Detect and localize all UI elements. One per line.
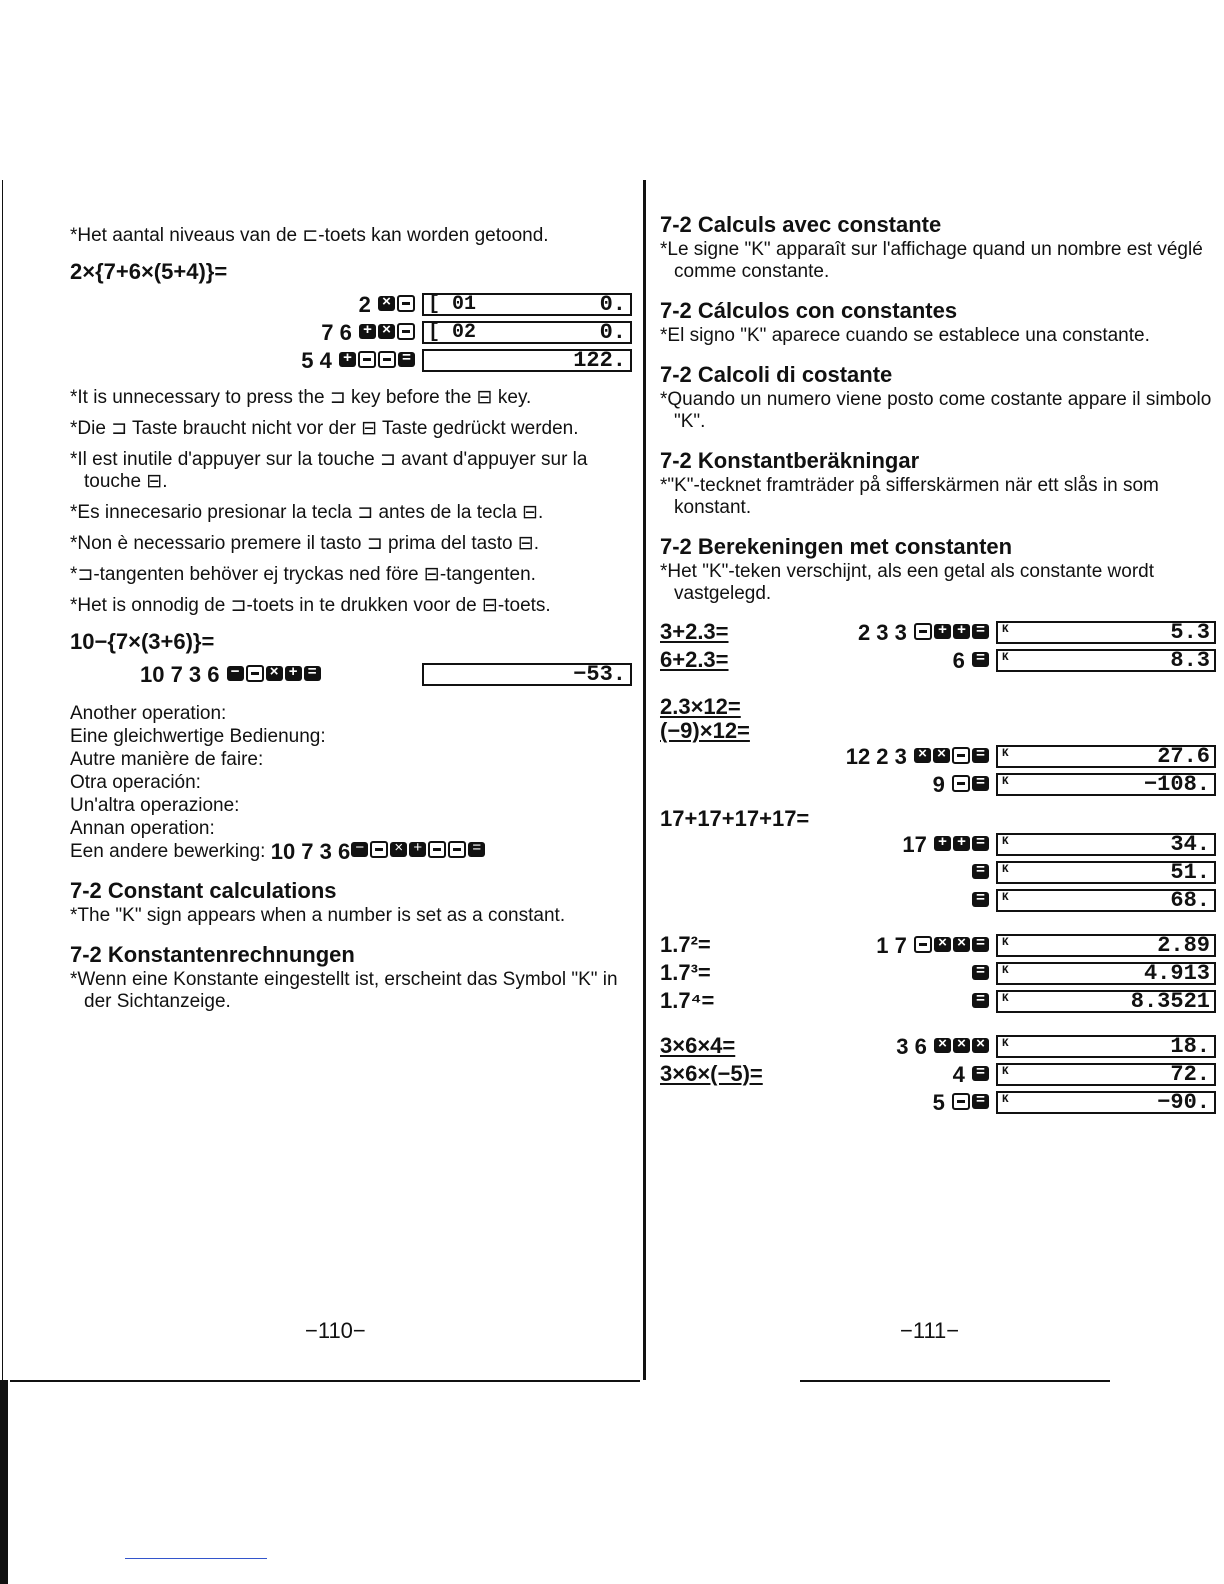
example-expression: 1.7⁴= [660, 987, 715, 1013]
multiply-key-icon [266, 666, 283, 681]
constant-indicator: K [1002, 1094, 1009, 1106]
paren-key-icon [914, 936, 932, 953]
calculator-key-icon [953, 624, 970, 639]
display-value: −90. [1157, 1090, 1210, 1115]
heading-sv: 7-2 Konstantberäkningar [660, 448, 920, 473]
note-it: *Non è necessario premere il tasto ⊐ prima del tasto ⊟. [70, 533, 540, 554]
calculator-key-icon [972, 1094, 989, 1109]
display-value: 51. [1170, 860, 1210, 885]
equation-1: 2×{7+6×(5+4)}= [70, 259, 228, 284]
display-value: [ 01 [428, 293, 477, 316]
key-sequence [70, 292, 422, 318]
key-row-1 [70, 291, 632, 318]
display [422, 349, 632, 372]
key-digits: 7 6 [321, 319, 352, 345]
example-expression: 3×6×(−5)= [660, 1060, 763, 1086]
heading-es: 7-2 Cálculos con constantes [660, 298, 958, 323]
display-value: −108. [1143, 772, 1210, 797]
display [996, 621, 1216, 644]
constant-indicator: K [1002, 1066, 1009, 1078]
example-row [660, 988, 1216, 1015]
constant-indicator: K [1002, 652, 1009, 664]
display-value: 27.6 [1157, 744, 1210, 769]
key-sequence [70, 348, 422, 374]
key-sequence [790, 1034, 996, 1060]
heading-nl: 7-2 Berekeningen met constanten [660, 534, 1013, 559]
key-digits: 5 [932, 1089, 945, 1115]
calculator-key-icon [972, 937, 989, 952]
minus-key-icon [227, 666, 244, 681]
left-bottom-edge [0, 1380, 8, 1584]
display [996, 1091, 1216, 1114]
example-expression: 1.7²= [660, 931, 711, 957]
key-sequence [740, 933, 996, 959]
display-value: 4.913 [1143, 961, 1210, 986]
right-page [660, 205, 1216, 1117]
note-en: *It is unnecessary to press the ⊐ key before the ⊟ key. [70, 387, 532, 408]
display-value: 8.3521 [1130, 989, 1210, 1014]
alt-line: Eine gleichwertige Bedienung: [70, 726, 326, 747]
calculator-key-icon [972, 892, 989, 907]
heading-it: 7-2 Calcoli di costante [660, 362, 893, 387]
example-expression: (−9)×12= [660, 718, 750, 743]
example-row [660, 1033, 1216, 1060]
minus-key-icon [351, 842, 368, 857]
heading-fr: 7-2 Calculs avec constante [660, 212, 942, 237]
example-expression: 1.7³= [660, 959, 711, 985]
page-number-left: −110− [305, 1318, 366, 1343]
display-value: 122. [573, 348, 626, 373]
example-row [660, 1089, 1216, 1116]
display-value: 8.3 [1170, 648, 1210, 673]
display [996, 889, 1216, 912]
key-digits: 3 6 [896, 1033, 927, 1059]
paren-close-key-icon [358, 351, 376, 368]
calculator-key-icon [934, 624, 951, 639]
calculator-key-icon [972, 836, 989, 851]
note-fr: *Il est inutile d'appuyer sur la touche ⊐ avant d'appuyer sur la touche ⊟. [70, 449, 588, 492]
constant-indicator: K [1002, 836, 1009, 848]
display [996, 1063, 1216, 1086]
note-sv: *⊐-tangenten behöver ej tryckas ned före ⊟-tangenten. [70, 564, 536, 585]
multiply-key-icon [378, 324, 395, 339]
multiply-key-icon [390, 842, 407, 857]
example-row [660, 831, 1216, 858]
key-digits: 2 3 3 [857, 619, 907, 645]
constant-indicator: K [1002, 993, 1009, 1005]
display [996, 773, 1216, 796]
example-row [660, 771, 1216, 798]
example-expression [660, 1089, 790, 1117]
display-value: 2.89 [1157, 933, 1210, 958]
paren-open-key-icon [246, 665, 264, 682]
display [422, 293, 632, 316]
key-sequence [660, 888, 996, 914]
example-row [660, 932, 1216, 959]
key-digits: 5 4 [301, 347, 332, 373]
alt-line: Annan operation: [70, 818, 215, 839]
equals-key-icon [304, 666, 321, 681]
display-value: [ 02 [428, 321, 477, 344]
calculator-key-icon [972, 965, 989, 980]
calculator-key-icon [972, 1038, 989, 1053]
alt-line: Un'altra operazione: [70, 795, 240, 816]
key-digits: 17 [902, 831, 927, 857]
example-row [660, 743, 1216, 770]
key-row-3 [70, 347, 632, 374]
plus-key-icon [285, 666, 302, 681]
display [996, 861, 1216, 884]
text-de: *Wenn eine Konstante eingestellt ist, erscheint das Symbol "K" in der Sichtanzeige. [70, 969, 618, 1012]
calculator-key-icon [972, 652, 989, 667]
heading-en: 7-2 Constant calculations [70, 878, 337, 903]
display-value: 72. [1170, 1062, 1210, 1087]
display [996, 934, 1216, 957]
calculator-key-icon [953, 836, 970, 851]
key-digits: 9 [932, 771, 945, 797]
constant-indicator: K [1002, 776, 1009, 788]
calculator-key-icon [953, 937, 970, 952]
multiply-key-icon [378, 296, 395, 311]
plus-key-icon [359, 324, 376, 339]
heading-de: 7-2 Konstantenrechnungen [70, 942, 355, 967]
calculator-key-icon [972, 993, 989, 1008]
constant-indicator: K [1002, 748, 1009, 760]
example-row [660, 647, 1216, 674]
display [996, 745, 1216, 768]
calculator-key-icon [972, 864, 989, 879]
calculator-key-icon [934, 937, 951, 952]
key-sequence [660, 832, 996, 858]
text-en: *The "K" sign appears when a number is set as a constant. [70, 905, 566, 926]
paren-open-key-icon [397, 323, 415, 340]
calculator-key-icon [972, 1066, 989, 1081]
constant-indicator: K [1002, 965, 1009, 977]
bottom-rule-left [10, 1380, 640, 1382]
paren-key-icon [952, 1093, 970, 1110]
key-digits: 2 [358, 291, 371, 317]
text-sv: *"K"-tecknet framträder på sifferskärmen när ett slås in som konstant. [660, 475, 1159, 518]
display [422, 663, 632, 686]
constant-indicator: K [1002, 892, 1009, 904]
key-row-2 [70, 319, 632, 346]
key-sequence [70, 320, 422, 346]
key-sequence [70, 662, 422, 688]
display [996, 833, 1216, 856]
equals-key-icon [468, 842, 485, 857]
example-row [660, 887, 1216, 914]
stray-blue-line [125, 1558, 267, 1559]
constant-indicator: K [1002, 864, 1009, 876]
display [996, 962, 1216, 985]
example-row [660, 1061, 1216, 1088]
calculator-key-icon [953, 1038, 970, 1053]
key-sequence [660, 744, 996, 770]
constant-indicator: K [1002, 1038, 1009, 1050]
page-number-right: −111− [900, 1318, 960, 1343]
constant-indicator: K [1002, 624, 1009, 636]
example-expression: 2.3×12= [660, 694, 741, 719]
plus-key-icon [339, 352, 356, 367]
text-it: *Quando un numero viene posto come costante appare il simbolo "K". [660, 389, 1212, 432]
paren-key-icon [952, 747, 970, 764]
calculator-key-icon [972, 748, 989, 763]
text-es: *El signo "K" aparece cuando se establece una constante. [660, 325, 1150, 346]
paren-open-key-icon [397, 295, 415, 312]
display-value: 5.3 [1170, 620, 1210, 645]
key-sequence [660, 772, 996, 798]
key-sequence [740, 989, 996, 1015]
calculator-key-icon [972, 776, 989, 791]
text-fr: *Le signe "K" apparaît sur l'affichage quand un nombre est véglé comme constante. [660, 239, 1203, 282]
left-page [70, 205, 632, 1022]
alt-line: Otra operación: [70, 772, 201, 793]
display-value: −53. [573, 662, 626, 687]
example-expression: 3+2.3= [660, 618, 729, 644]
alt-line: Another operation: [70, 703, 227, 724]
calculator-key-icon [914, 748, 931, 763]
constant-examples [660, 619, 1216, 1116]
display-value: 0. [599, 320, 626, 345]
paren-close-key-icon [428, 841, 446, 858]
plus-key-icon [409, 842, 426, 857]
paren-key-icon [952, 775, 970, 792]
key-digits: 6 [952, 647, 965, 673]
key-sequence [760, 620, 996, 646]
calculator-key-icon [972, 624, 989, 639]
key-sequence [790, 1090, 996, 1116]
key-sequence [660, 860, 996, 886]
left-margin-line [2, 180, 3, 1380]
text-nl: *Het "K"-teken verschijnt, als een getal als constante wordt vastgelegd. [660, 561, 1155, 604]
key-digits: 4 [952, 1061, 965, 1087]
calculator-key-icon [933, 748, 950, 763]
display [996, 1035, 1216, 1058]
alt-line: Autre manière de faire: [70, 749, 264, 770]
constant-indicator: K [1002, 937, 1009, 949]
example-row [660, 619, 1216, 646]
key-digits: 12 2 3 [845, 743, 907, 769]
key-digits: 1 7 [876, 932, 907, 958]
display-value: 18. [1170, 1034, 1210, 1059]
example-expression: 17+17+17+17= [660, 806, 810, 831]
center-divider [643, 180, 646, 1380]
key-row-eq2 [70, 661, 632, 688]
example-expression: 3×6×4= [660, 1032, 736, 1058]
calculator-key-icon [934, 1038, 951, 1053]
display-value: 68. [1170, 888, 1210, 913]
alternate-operation [70, 702, 632, 863]
key-sequence [740, 961, 996, 987]
paren-close-key-icon [448, 841, 466, 858]
bottom-rule-right [800, 1380, 1110, 1382]
equals-key-icon [398, 352, 415, 367]
example-row [660, 960, 1216, 987]
example-row [660, 859, 1216, 886]
display [996, 990, 1216, 1013]
note-es: *Es innecesario presionar la tecla ⊐ antes de la tecla ⊟. [70, 502, 544, 523]
paren-open-key-icon [370, 841, 388, 858]
paren-key-icon [914, 623, 932, 640]
key-sequence [790, 1062, 996, 1088]
note-levels: *Het aantal niveaus van de ⊏-toets kan worden getoond. [70, 225, 549, 246]
note-de: *Die ⊐ Taste braucht nicht vor der ⊟ Taste gedrückt werden. [70, 418, 579, 439]
alt-line-last: Een andere bewerking: 10 7 3 6 − × + = [70, 840, 632, 863]
key-digits: 10 7 3 6 [140, 661, 220, 687]
display [996, 649, 1216, 672]
key-sequence [760, 648, 996, 674]
paren-close-key-icon [378, 351, 396, 368]
note-nl: *Het is onnodig de ⊐-toets in te drukken voor de ⊟-toets. [70, 595, 551, 616]
display [422, 321, 632, 344]
calculator-key-icon [934, 836, 951, 851]
equation-2: 10−{7×(3+6)}= [70, 629, 215, 654]
example-expression: 6+2.3= [660, 646, 729, 672]
display-value: 34. [1170, 832, 1210, 857]
alt-key-sequence: 10 7 3 6 [270, 839, 351, 864]
display-value: 0. [599, 292, 626, 317]
